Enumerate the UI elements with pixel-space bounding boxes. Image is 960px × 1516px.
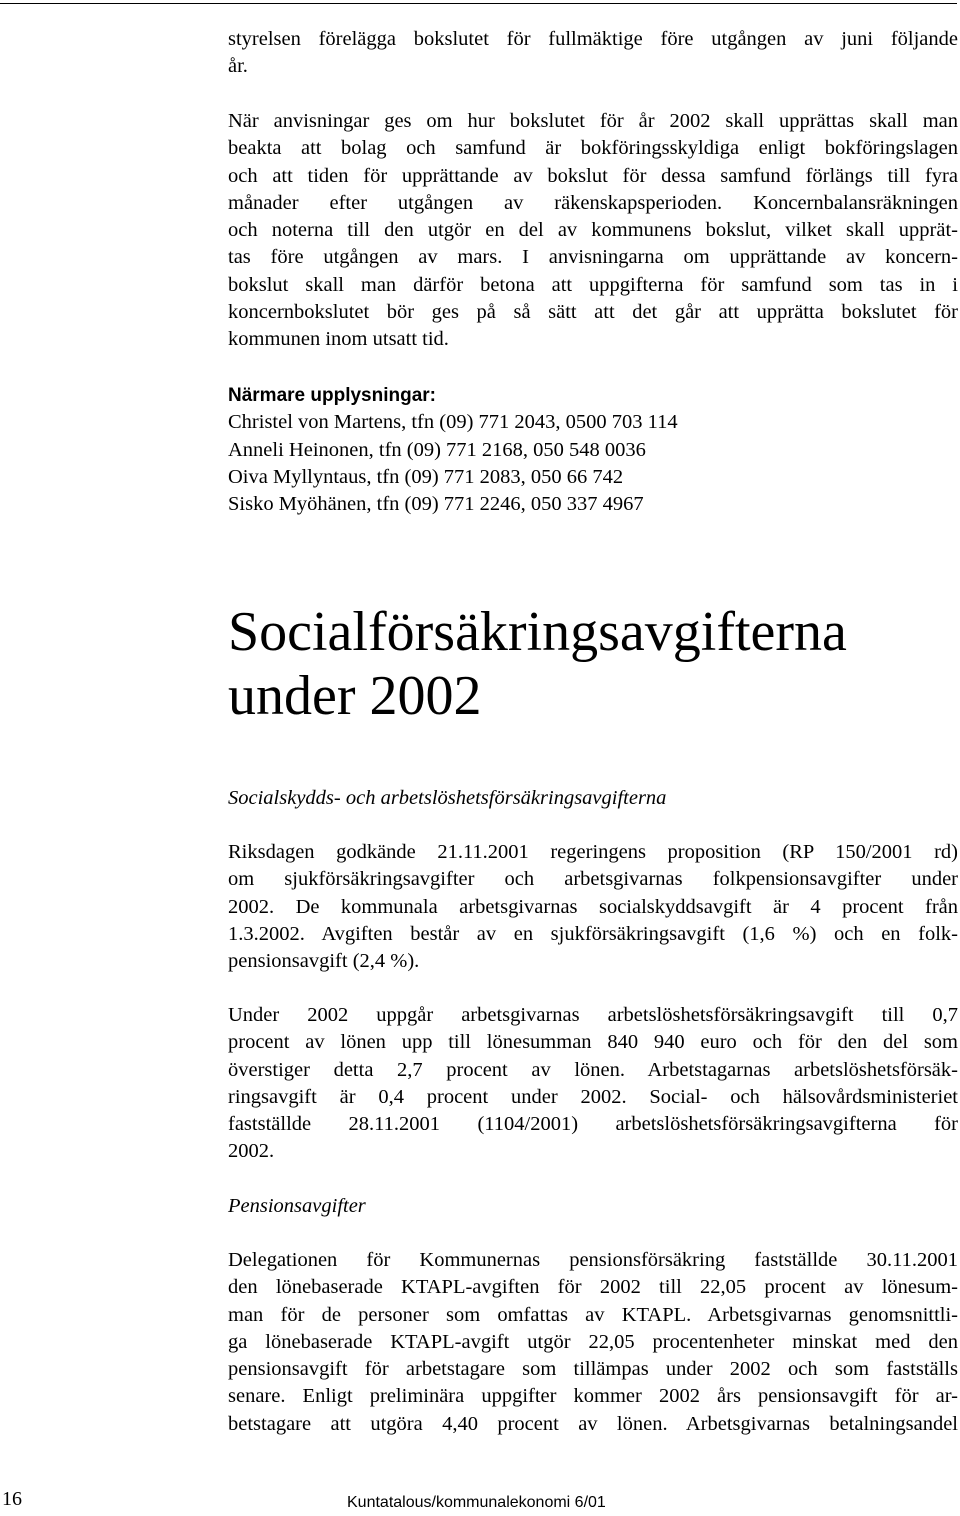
social-paragraph-2 xyxy=(228,1002,958,1166)
text-line: betstagare att utgöra 4,40 procent av lönen. Arbetsgivarnas betalningsandel xyxy=(228,1412,958,1435)
text-line: koncernbokslutet bör ges på så sätt att det går att upprätta bokslutet för xyxy=(228,301,958,324)
subsection-heading: Socialskydds- och arbetslöshetsförsäkringsavgifterna xyxy=(228,787,667,809)
text-line: Under 2002 uppgår arbetsgivarnas arbetslöshetsförsäkringsavgift till 0,7 xyxy=(228,1004,958,1026)
social-paragraph-1 xyxy=(228,839,958,975)
contacts-block xyxy=(228,382,958,518)
text-line: kommunen inom utsatt tid. xyxy=(228,328,449,351)
text-line: 1.3.2002. Avgiften består av en sjukförsäkringsavgift (1,6 %) och en folk- xyxy=(228,922,958,945)
text-line: procent av lönen upp till lönesumman 840 940 euro och för den del som xyxy=(228,1031,958,1054)
text-line: tas före utgången av mars. I anvisningarna om upprättande av koncern- xyxy=(228,246,958,269)
section-title-line: Socialförsäkringsavgifterna xyxy=(228,601,847,663)
subsection-heading: Pensionsavgifter xyxy=(228,1195,366,1217)
text-line: om sjukförsäkringsavgifter och arbetsgivarnas folkpensionsavgifter under xyxy=(228,868,958,891)
bokslut-paragraph xyxy=(228,108,958,354)
section-title xyxy=(228,600,958,728)
section-title-line: under 2002 xyxy=(228,665,482,727)
text-line: pensionsavgift för arbetstagare som tillämpas under 2002 och som fastställs xyxy=(228,1358,958,1381)
text-line: beakta att bolag och samfund är bokföringsskyldiga enligt bokföringslagen xyxy=(228,137,958,160)
pension-paragraph xyxy=(228,1247,958,1438)
text-line: senare. Enligt preliminära uppgifter kommer 2002 års pensionsavgift för ar- xyxy=(228,1385,958,1408)
text-line: 2002. De kommunala arbetsgivarnas socialskyddsavgift är 4 procent från xyxy=(228,895,958,918)
text-line: och noterna till den utgör en del av kommunens bokslut, vilket skall upprät- xyxy=(228,219,958,242)
text-line: När anvisningar ges om hur bokslutet för år 2002 skall upprättas skall man xyxy=(228,110,958,132)
text-line: Riksdagen godkände 21.11.2001 regeringens proposition (RP 150/2001 rd) xyxy=(228,841,958,863)
contact-line: Oiva Myllyntaus, tfn (09) 771 2083, 050 66 742 xyxy=(228,465,624,488)
text-line: styrelsen förelägga bokslutet för fullmäktige före utgången av juni följande xyxy=(228,28,958,50)
text-line: ringsavgift är 0,4 procent under 2002. Social- och hälsovårdsministeriet xyxy=(228,1085,958,1108)
page-number: 16 xyxy=(2,1488,22,1510)
text-line: månader efter utgången av räkenskapsperioden. Koncernbalansräkningen xyxy=(228,191,958,214)
text-line: ga lönebaserade KTAPL-avgift utgör 22,05 procentenheter minskat med den xyxy=(228,1330,958,1353)
text-line: Delegationen för Kommunernas pensionsförsäkring fastställde 30.11.2001 xyxy=(228,1249,958,1271)
text-line: fastställde 28.11.2001 (1104/2001) arbetslöshetsförsäkringsavgifterna för xyxy=(228,1113,958,1136)
footer-source: Kuntatalous/kommunalekonomi 6/01 xyxy=(347,1494,606,1511)
text-line: 2002. xyxy=(228,1140,275,1163)
text-line: man för de personer som omfattas av KTAPL. Arbetsgivarnas genomsnittli- xyxy=(228,1303,958,1326)
contact-line: Anneli Heinonen, tfn (09) 771 2168, 050 548 0036 xyxy=(228,438,646,461)
text-line: bokslut skall man därför betona att uppgifterna för samfund som tas in i xyxy=(228,273,958,296)
text-line: pensionsavgift (2,4 %). xyxy=(228,950,420,973)
subsection-pension-heading-block xyxy=(228,1193,958,1220)
header-rule xyxy=(0,3,957,4)
text-line: den lönebaserade KTAPL-avgiften för 2002 till 22,05 procent av lönesum- xyxy=(228,1276,958,1299)
text-line: överstiger detta 2,7 procent av lönen. Arbetstagarnas arbetslöshetsförsäk- xyxy=(228,1058,958,1081)
intro-paragraph xyxy=(228,26,958,81)
text-line: år. xyxy=(228,55,248,78)
subsection-social-heading-block xyxy=(228,785,958,812)
contacts-heading: Närmare upplysningar: xyxy=(228,385,436,406)
contact-line: Sisko Myöhänen, tfn (09) 771 2246, 050 337 4967 xyxy=(228,493,644,516)
text-line: och att tiden för upprättande av bokslut för dessa samfund förlängs till fyra xyxy=(228,164,958,187)
contact-line: Christel von Martens, tfn (09) 771 2043, 0500 703 114 xyxy=(228,411,678,434)
